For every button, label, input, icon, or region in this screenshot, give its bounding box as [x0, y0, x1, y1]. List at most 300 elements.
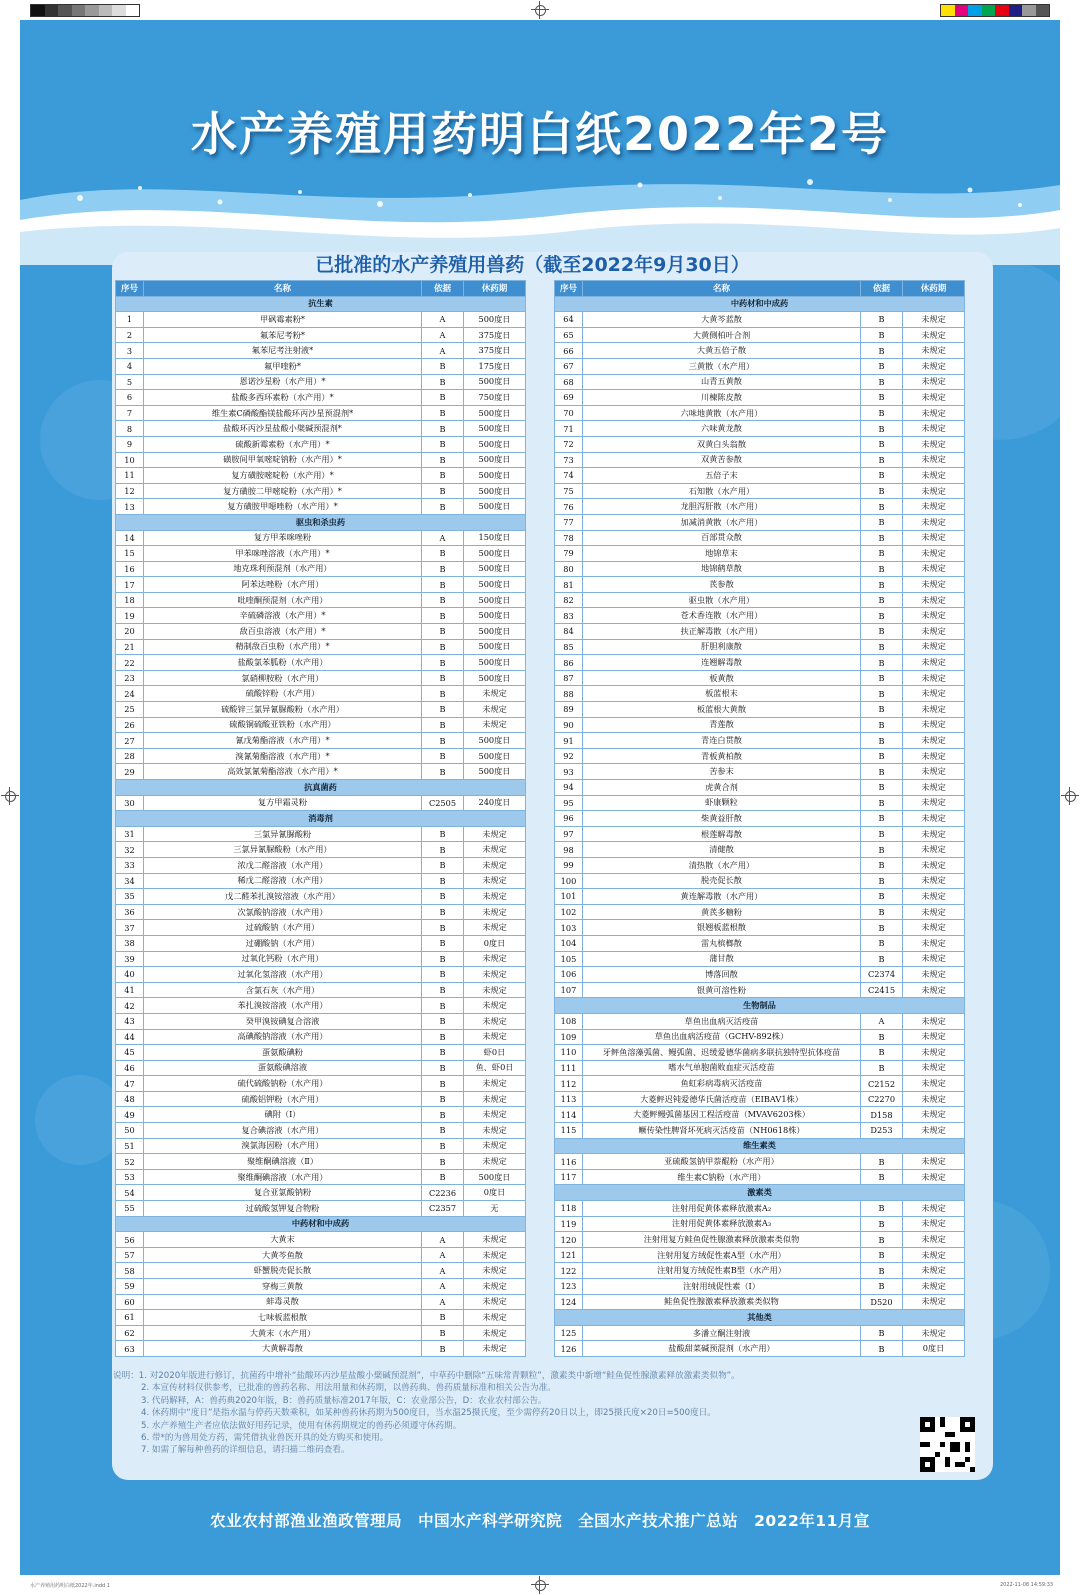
cell-no: 77: [555, 514, 583, 530]
cell-name: 大菱鲆迟钝爱德华氏菌活疫苗（EIBAV1株）: [583, 1091, 861, 1107]
category-row: [555, 1138, 965, 1154]
cell-basis: A: [422, 1279, 464, 1295]
cell-basis: B: [422, 686, 464, 702]
note-line: 说明：1. 对2020年版进行修订，抗菌药中增补“盐酸环丙沙星盐酸小檗碱预混剂”，中草药中删除“五味常青颗粒”，激素类中新增“鲑鱼促性腺激素释放激素类似物”。: [113, 1371, 740, 1381]
cell-name: 川楝陈皮散: [583, 390, 861, 406]
table-row: [555, 1279, 965, 1295]
cell-basis: A: [422, 312, 464, 328]
table-row: [555, 982, 965, 998]
cell-name: 吡喹酮预混剂（水产用）: [144, 592, 422, 608]
table-row: [116, 1201, 526, 1217]
cell-withdrawal: 未规定: [464, 1029, 526, 1045]
cell-no: 51: [116, 1138, 144, 1154]
cell-name: 阿苯达唑粉（水产用）: [144, 577, 422, 593]
cell-name: 清健散: [583, 842, 861, 858]
cell-withdrawal: 500度日: [464, 405, 526, 421]
header-name: 名称: [583, 281, 861, 297]
cell-basis: B: [422, 670, 464, 686]
cell-basis: B: [422, 935, 464, 951]
cell-no: 61: [116, 1310, 144, 1326]
cell-name: 蒲甘散: [583, 951, 861, 967]
cell-name: 硫代硫酸钠粉（水产用）: [144, 1076, 422, 1092]
cell-name: 亚硫酸氢钠甲萘醌粉（水产用）: [583, 1154, 861, 1170]
header-basis: 依据: [422, 281, 464, 297]
cell-no: 11: [116, 468, 144, 484]
cell-no: 69: [555, 390, 583, 406]
table-row: [116, 935, 526, 951]
cell-basis: B: [422, 421, 464, 437]
cell-withdrawal: 0度日: [464, 935, 526, 951]
cell-name: 鱼虹彩病毒病灭活疫苗: [583, 1076, 861, 1092]
table-row: [555, 577, 965, 593]
cell-withdrawal: 500度日: [464, 639, 526, 655]
cell-basis: B: [422, 764, 464, 780]
cell-no: 16: [116, 561, 144, 577]
table-row: [555, 608, 965, 624]
cell-basis: B: [422, 904, 464, 920]
table-row: [116, 405, 526, 421]
cell-no: 70: [555, 405, 583, 421]
cell-withdrawal: 500度日: [464, 483, 526, 499]
table-row: [116, 670, 526, 686]
cell-withdrawal: 500度日: [464, 374, 526, 390]
table-row: [116, 920, 526, 936]
table-row: [116, 1341, 526, 1357]
table-row: [116, 1045, 526, 1061]
cell-name: 辛硫磷溶液（水产用）*: [144, 608, 422, 624]
cell-no: 108: [555, 1013, 583, 1029]
cell-withdrawal: 未规定: [903, 312, 965, 328]
table-row: [555, 795, 965, 811]
cell-withdrawal: 未规定: [903, 483, 965, 499]
cell-basis: B: [861, 327, 903, 343]
cell-no: 119: [555, 1216, 583, 1232]
cell-basis: B: [861, 873, 903, 889]
cell-no: 76: [555, 499, 583, 515]
cell-basis: A: [422, 1294, 464, 1310]
cell-withdrawal: 未规定: [903, 468, 965, 484]
table-row: [555, 857, 965, 873]
cell-no: 124: [555, 1294, 583, 1310]
table-row: [116, 577, 526, 593]
cell-basis: B: [861, 1263, 903, 1279]
cell-name: 五倍子末: [583, 468, 861, 484]
cell-basis: B: [422, 967, 464, 983]
cell-basis: B: [422, 436, 464, 452]
cell-basis: B: [861, 546, 903, 562]
print-file-label: 水产养殖用药明白纸2022年.indd 1: [30, 1583, 110, 1589]
table-row: [116, 717, 526, 733]
cell-withdrawal: 175度日: [464, 358, 526, 374]
cell-basis: A: [861, 1013, 903, 1029]
cell-basis: B: [422, 889, 464, 905]
cell-basis: B: [422, 390, 464, 406]
cell-withdrawal: 未规定: [464, 1138, 526, 1154]
cell-no: 40: [116, 967, 144, 983]
table-row: [555, 826, 965, 842]
category-row: [555, 1310, 965, 1326]
cell-withdrawal: 未规定: [903, 904, 965, 920]
cell-basis: B: [422, 1325, 464, 1341]
cell-no: 14: [116, 530, 144, 546]
cell-no: 37: [116, 920, 144, 936]
cell-basis: B: [861, 343, 903, 359]
cell-basis: B: [861, 1232, 903, 1248]
cell-no: 48: [116, 1091, 144, 1107]
cell-basis: B: [861, 1247, 903, 1263]
table-row: [555, 920, 965, 936]
cell-basis: B: [422, 1045, 464, 1061]
table-row: [555, 1232, 965, 1248]
cell-name: 苯扎溴铵溶液（水产用）: [144, 998, 422, 1014]
cell-no: 72: [555, 436, 583, 452]
cell-name: 复方甲霜灵粉: [144, 795, 422, 811]
cell-basis: B: [861, 608, 903, 624]
cell-withdrawal: 未规定: [464, 1076, 526, 1092]
cell-name: 银黄可溶性粉: [583, 982, 861, 998]
cell-name: 甲苯咪唑溶液（水产用）*: [144, 546, 422, 562]
table-row: [555, 748, 965, 764]
cell-withdrawal: 未规定: [903, 624, 965, 640]
table-row: [116, 889, 526, 905]
cell-withdrawal: 无: [464, 1201, 526, 1217]
cell-withdrawal: 未规定: [464, 951, 526, 967]
cell-no: 118: [555, 1201, 583, 1217]
table-row: [555, 639, 965, 655]
table-row: [555, 1123, 965, 1139]
cell-no: 5: [116, 374, 144, 390]
cell-withdrawal: 未规定: [903, 1060, 965, 1076]
cell-withdrawal: 未规定: [903, 1029, 965, 1045]
cell-basis: B: [422, 873, 464, 889]
category-row: [116, 780, 526, 796]
cell-basis: C2357: [422, 1201, 464, 1217]
cell-basis: B: [861, 1201, 903, 1217]
cell-withdrawal: 未规定: [903, 826, 965, 842]
table-row: [116, 655, 526, 671]
cell-no: 87: [555, 670, 583, 686]
cell-no: 84: [555, 624, 583, 640]
cell-basis: B: [861, 312, 903, 328]
cell-name: 扶正解毒散（水产用）: [583, 624, 861, 640]
cell-no: 121: [555, 1247, 583, 1263]
cell-basis: B: [422, 842, 464, 858]
table-row: [116, 530, 526, 546]
cell-withdrawal: 500度日: [464, 468, 526, 484]
cell-basis: B: [861, 795, 903, 811]
cell-withdrawal: 未规定: [903, 889, 965, 905]
table-row: [555, 1263, 965, 1279]
cell-name: 高效氯氰菊酯溶液（水产用）*: [144, 764, 422, 780]
table-row: [116, 826, 526, 842]
cell-basis: B: [422, 1076, 464, 1092]
cell-name: 青板黄柏散: [583, 748, 861, 764]
cell-name: 嗜水气单胞菌败血症灭活疫苗: [583, 1060, 861, 1076]
cell-basis: B: [861, 639, 903, 655]
cell-name: 虾蟹脱壳促长散: [144, 1263, 422, 1279]
cell-no: 2: [116, 327, 144, 343]
cell-withdrawal: 500度日: [464, 577, 526, 593]
cell-basis: B: [422, 374, 464, 390]
table-row: [116, 1060, 526, 1076]
cell-withdrawal: 未规定: [464, 717, 526, 733]
cell-name: 过氧化钙粉（水产用）: [144, 951, 422, 967]
cell-no: 64: [555, 312, 583, 328]
table-row: [555, 592, 965, 608]
cell-no: 92: [555, 748, 583, 764]
cell-basis: B: [422, 655, 464, 671]
cell-name: 清热散（水产用）: [583, 857, 861, 873]
cell-name: 高碘酸钠溶液（水产用）: [144, 1029, 422, 1045]
cell-basis: B: [861, 686, 903, 702]
cell-no: 62: [116, 1325, 144, 1341]
cell-no: 85: [555, 639, 583, 655]
table-row: [116, 1138, 526, 1154]
cell-basis: B: [861, 780, 903, 796]
table-row: [555, 1341, 965, 1357]
cell-no: 111: [555, 1060, 583, 1076]
qr-code[interactable]: [920, 1417, 975, 1472]
cell-name: 肝胆利康散: [583, 639, 861, 655]
cell-name: 草鱼出血病活疫苗（GCHV-892株）: [583, 1029, 861, 1045]
category-label: 消毒剂: [116, 811, 526, 827]
cell-name: 板黄散: [583, 670, 861, 686]
cell-name: 三氯异氰脲酸粉: [144, 826, 422, 842]
cell-basis: B: [861, 857, 903, 873]
category-label: 激素类: [555, 1185, 965, 1201]
note-line: 2. 本宣传材料仅供参考，已批准的兽药名称、用法用量和休药期，以兽药典、兽药质量标准和相关公告为准。: [141, 1383, 556, 1394]
cell-basis: B: [861, 717, 903, 733]
cell-withdrawal: 未规定: [903, 842, 965, 858]
cell-withdrawal: 未规定: [903, 951, 965, 967]
cell-no: 94: [555, 780, 583, 796]
cell-withdrawal: 240度日: [464, 795, 526, 811]
cell-basis: B: [861, 421, 903, 437]
cell-withdrawal: 500度日: [464, 1169, 526, 1185]
category-row: [116, 514, 526, 530]
cell-withdrawal: 未规定: [903, 374, 965, 390]
table-row: [555, 1045, 965, 1061]
cell-name: 维生素C钠粉（水产用）: [583, 1169, 861, 1185]
table-row: [555, 1013, 965, 1029]
category-row: [555, 998, 965, 1014]
cell-basis: B: [861, 499, 903, 515]
table-row: [555, 514, 965, 530]
cell-withdrawal: 未规定: [464, 998, 526, 1014]
cell-withdrawal: 未规定: [903, 670, 965, 686]
cell-withdrawal: 500度日: [464, 561, 526, 577]
cell-withdrawal: 500度日: [464, 655, 526, 671]
cell-no: 31: [116, 826, 144, 842]
cell-name: 硫酸铝钾粉（水产用）: [144, 1091, 422, 1107]
table-row: [555, 780, 965, 796]
table-row: [116, 1294, 526, 1310]
cell-name: 苦参末: [583, 764, 861, 780]
cell-no: 75: [555, 483, 583, 499]
cell-no: 95: [555, 795, 583, 811]
cell-basis: C2152: [861, 1076, 903, 1092]
cell-no: 56: [116, 1232, 144, 1248]
registration-mark-icon: [1, 787, 19, 805]
cell-no: 102: [555, 904, 583, 920]
cell-basis: C2236: [422, 1185, 464, 1201]
cell-no: 21: [116, 639, 144, 655]
cell-name: 硫酸锌三氯异氰脲酸粉（水产用）: [144, 702, 422, 718]
cell-basis: B: [422, 1123, 464, 1139]
cell-no: 86: [555, 655, 583, 671]
cell-no: 80: [555, 561, 583, 577]
cell-withdrawal: 未规定: [903, 857, 965, 873]
cell-withdrawal: 未规定: [464, 1123, 526, 1139]
cell-basis: A: [422, 1263, 464, 1279]
cell-no: 32: [116, 842, 144, 858]
cell-no: 105: [555, 951, 583, 967]
cell-name: 博落回散: [583, 967, 861, 983]
cell-name: 复合亚氯酸钠粉: [144, 1185, 422, 1201]
color-calibration-bar: [940, 4, 1050, 17]
table-row: [555, 312, 965, 328]
cell-name: 复方甲苯咪唑粉: [144, 530, 422, 546]
cell-name: 青连白贯散: [583, 733, 861, 749]
table-row: [116, 1232, 526, 1248]
cell-withdrawal: 500度日: [464, 764, 526, 780]
cell-no: 28: [116, 748, 144, 764]
table-row: [116, 764, 526, 780]
cell-no: 19: [116, 608, 144, 624]
cell-no: 101: [555, 889, 583, 905]
category-label: 中药材和中成药: [555, 296, 965, 312]
cell-basis: A: [422, 530, 464, 546]
cell-basis: B: [861, 1045, 903, 1061]
cell-no: 29: [116, 764, 144, 780]
cell-basis: B: [861, 842, 903, 858]
cell-withdrawal: 未规定: [903, 1169, 965, 1185]
cell-name: 地克珠利预混剂（水产用）: [144, 561, 422, 577]
cell-basis: B: [422, 624, 464, 640]
cell-withdrawal: 虾0日: [464, 1045, 526, 1061]
table-row: [555, 1247, 965, 1263]
table-row: [116, 998, 526, 1014]
table-row: [555, 1091, 965, 1107]
cell-no: 91: [555, 733, 583, 749]
cell-name: 银翘板蓝根散: [583, 920, 861, 936]
cell-withdrawal: 500度日: [464, 624, 526, 640]
cell-no: 103: [555, 920, 583, 936]
note-line: 3. 代码解释，A：兽药典2020年版，B：兽药质量标准2017年版，C：农业部公告，D：农业农村部公告。: [141, 1395, 547, 1406]
cell-no: 52: [116, 1154, 144, 1170]
cell-basis: B: [422, 826, 464, 842]
cell-withdrawal: 未规定: [903, 1216, 965, 1232]
table-row: [116, 1185, 526, 1201]
table-row: [116, 608, 526, 624]
print-marks: [0, 0, 1080, 20]
cell-no: 123: [555, 1279, 583, 1295]
cell-withdrawal: 500度日: [464, 592, 526, 608]
cell-name: 六味地黄散（水产用）: [583, 405, 861, 421]
cell-withdrawal: 未规定: [903, 1091, 965, 1107]
cell-no: 18: [116, 592, 144, 608]
table-row: [555, 733, 965, 749]
table-row: [555, 935, 965, 951]
cell-name: 恩诺沙星粉（水产用）*: [144, 374, 422, 390]
cell-basis: B: [422, 951, 464, 967]
table-row: [116, 686, 526, 702]
cell-withdrawal: 未规定: [903, 1294, 965, 1310]
cell-basis: B: [422, 748, 464, 764]
cell-withdrawal: 未规定: [464, 1341, 526, 1357]
cell-no: 73: [555, 452, 583, 468]
table-row: [116, 1107, 526, 1123]
cell-basis: B: [861, 514, 903, 530]
table-row: [555, 1201, 965, 1217]
cell-withdrawal: 未规定: [464, 1263, 526, 1279]
cell-name: 苍术香连散（水产用）: [583, 608, 861, 624]
table-row: [555, 717, 965, 733]
print-timestamp: 2022-11-08 14:59:33: [1000, 1582, 1054, 1588]
cell-no: 83: [555, 608, 583, 624]
cell-name: 蛋氨酸碘溶液: [144, 1060, 422, 1076]
table-row: [555, 842, 965, 858]
cell-no: 47: [116, 1076, 144, 1092]
table-row: [116, 1279, 526, 1295]
table-row: [555, 1076, 965, 1092]
cell-basis: B: [422, 483, 464, 499]
cell-no: 88: [555, 686, 583, 702]
cell-basis: C2374: [861, 967, 903, 983]
cell-no: 13: [116, 499, 144, 515]
table-title: 已批准的水产养殖用兽药（截至2022年9月30日）: [315, 254, 750, 276]
cell-basis: A: [422, 1232, 464, 1248]
table-row: [555, 1216, 965, 1232]
table-row: [555, 530, 965, 546]
cell-withdrawal: 未规定: [903, 1013, 965, 1029]
cell-name: 次氯酸钠溶液（水产用）: [144, 904, 422, 920]
cell-basis: B: [422, 702, 464, 718]
cell-name: 蛋氨酸碘粉: [144, 1045, 422, 1061]
cell-withdrawal: 未规定: [903, 1123, 965, 1139]
cell-no: 63: [116, 1341, 144, 1357]
cell-name: 氰戊菊酯溶液（水产用）*: [144, 733, 422, 749]
cell-withdrawal: 未规定: [903, 639, 965, 655]
cell-withdrawal: 未规定: [903, 1045, 965, 1061]
cell-withdrawal: 500度日: [464, 312, 526, 328]
table-row: [116, 546, 526, 562]
cell-name: 敌百虫溶液（水产用）*: [144, 624, 422, 640]
cell-name: 虎黄合剂: [583, 780, 861, 796]
cell-basis: B: [422, 1341, 464, 1357]
cell-basis: B: [422, 733, 464, 749]
cell-no: 82: [555, 592, 583, 608]
cell-no: 22: [116, 655, 144, 671]
cell-no: 89: [555, 702, 583, 718]
cell-basis: B: [861, 670, 903, 686]
cell-basis: A: [422, 327, 464, 343]
cell-name: 氟甲喹粉*: [144, 358, 422, 374]
table-row: [116, 499, 526, 515]
category-label: 中药材和中成药: [116, 1216, 526, 1232]
table-row: [555, 873, 965, 889]
table-row: [555, 624, 965, 640]
cell-name: 注射用复方绒促性素B型（水产用）: [583, 1263, 861, 1279]
cell-basis: B: [422, 452, 464, 468]
cell-name: 三氯异氰脲酸粉（水产用）: [144, 842, 422, 858]
cell-withdrawal: 未规定: [903, 499, 965, 515]
cell-no: 45: [116, 1045, 144, 1061]
cell-basis: C2270: [861, 1091, 903, 1107]
cell-name: 连翘解毒散: [583, 655, 861, 671]
cell-withdrawal: 500度日: [464, 452, 526, 468]
issuers-footer: 农业农村部渔业渔政管理局 中国水产科学研究院 全国水产技术推广总站 2022年11月宣: [210, 1512, 870, 1530]
